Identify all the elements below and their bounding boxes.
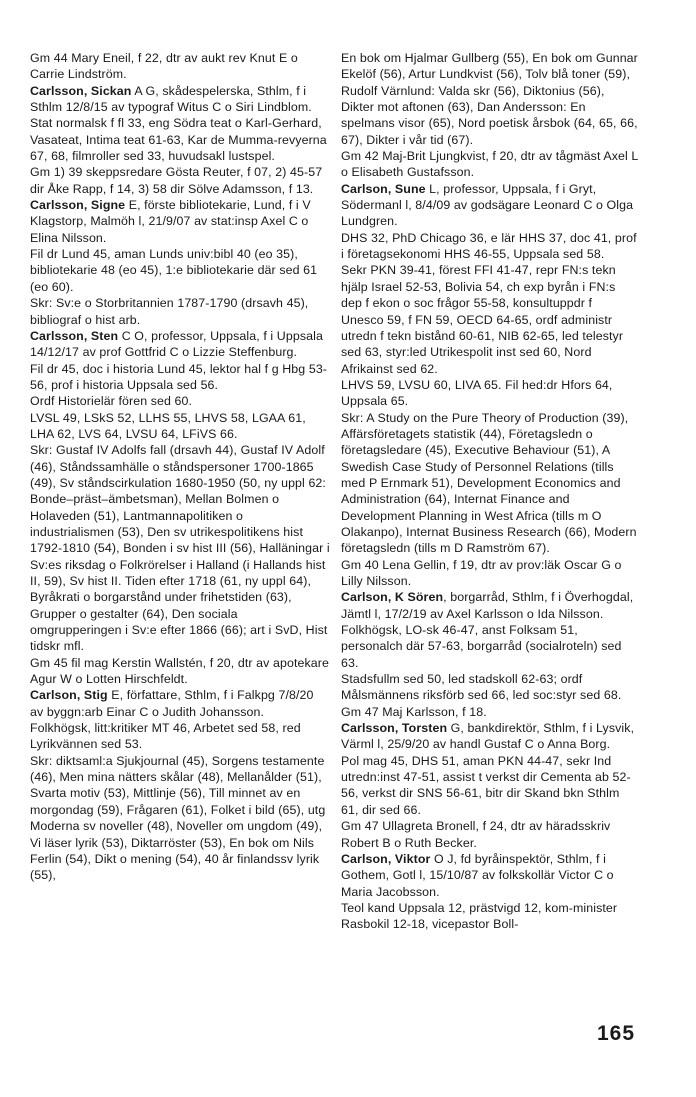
entry-text: Fil dr Lund 45, aman Lunds univ:bibl 40 (eo 35), bibliotekarie 48 (eo 45), 1:e bibliotekarie där sed 61 (eo 60). xyxy=(30,247,318,294)
entry xyxy=(30,115,330,164)
entry xyxy=(30,164,330,197)
entry-text: L, professor, Uppsala, f i Gryt, Södermanl l, 8/4/09 av godsägare Leonard C o Olga Lundgren. xyxy=(341,181,634,229)
entry-text: G, bankdirektör, Sthlm, f i Lysvik, Värml l, 25/9/20 av handl Gustaf C o Anna Borg. xyxy=(341,721,635,752)
entry xyxy=(341,50,638,148)
entry-text: Skr: Sv:e o Storbritannien 1787-1790 (drsavh 45), bibliograf o hist arb. xyxy=(30,296,309,327)
entry xyxy=(30,328,330,361)
entry xyxy=(341,377,638,410)
entry xyxy=(341,720,638,753)
entry-text: DHS 32, PhD Chicago 36, e lär HHS 37, doc 41, prof i företagsekonomi HHS 46-55, Uppsala sed 58. xyxy=(341,230,637,262)
entry xyxy=(341,671,638,704)
entry-text: C O, professor, Uppsala, f i Uppsala 14/12/17 av prof Gottfrid C o Lizzie Steffenburg. xyxy=(30,328,323,360)
entry xyxy=(30,442,330,654)
entry xyxy=(30,393,330,409)
entry xyxy=(341,557,638,590)
entry-text: Gm 44 Mary Eneil, f 22, dtr av aukt rev Knut E o Carrie Lindström. xyxy=(30,51,298,82)
entry-text: Teol kand Uppsala 12, prästvigd 12, kom-minister Rasbokil 12-18, vicepastor Boll- xyxy=(341,900,618,932)
entry-text: Gm 40 Lena Gellin, f 19, dtr av prov:läk Oscar G o Lilly Nilsson. xyxy=(341,557,622,588)
entry-text: Sekr PKN 39-41, förest FFI 41-47, repr FN:s tekn hjälp Israel 52-53, Bolivia 54, ch exp byrån i FN:s dep f ekon o soc frågor 55-58, konsultuppdr f Unesco 59, f FN 59, OECD 64-65, ordf administr utredn f tekn bistånd 60-61, NIB 62-65, led telestyr sed 63, styr:led Utrikespolit inst sed 60, Nord Afrikainst sed 62. xyxy=(341,263,624,376)
entry xyxy=(30,410,330,443)
entry xyxy=(30,50,330,83)
entry-text: Gm 1) 39 skeppsredare Gösta Reuter, f 07, 2) 45-57 dir Åke Rapp, f 14, 3) 58 dir Sölve Adamsson, f 13. xyxy=(30,165,323,196)
entry-text: LHVS 59, LVSU 60, LIVA 65. Fil hed:dr Hfors 64, Uppsala 65. xyxy=(341,377,613,409)
entry-head: Carlson, K Sören xyxy=(341,590,444,605)
entry-head: Carlsson, Sickan xyxy=(30,83,132,98)
entry xyxy=(341,622,638,671)
entry xyxy=(341,704,638,720)
entry xyxy=(341,148,638,181)
entry-text: E, förste bibliotekarie, Lund, f i V Klagstorp, Malmöh l, 21/9/07 av stat:insp Axel C o Elina Nilsson. xyxy=(30,198,311,245)
entry xyxy=(341,851,638,900)
entry xyxy=(30,655,330,688)
entry-text: Ordf Historielär fören sed 60. xyxy=(30,394,193,409)
entry xyxy=(341,900,638,933)
page-number: 165 xyxy=(597,1022,636,1045)
entry xyxy=(341,818,638,851)
entry xyxy=(341,589,638,622)
entry xyxy=(30,246,330,295)
entry-text: LVSL 49, LSkS 52, LLHS 55, LHVS 58, LGAA 61, LHA 62, LVS 64, LVSU 64, LFiVS 66. xyxy=(30,410,306,441)
entry xyxy=(341,262,638,376)
entry-text: Gm 47 Ullagreta Bronell, f 24, dtr av häradsskriv Robert B o Ruth Becker. xyxy=(341,819,611,850)
entry-text: E, författare, Sthlm, f i Falkpg 7/8/20 av byggn:arb Einar C o Judith Johansson. xyxy=(30,688,314,719)
entry-text: Fil dr 45, doc i historia Lund 45, lektor hal f g Hbg 53-56, prof i historia Uppsala sed 56. xyxy=(30,361,328,392)
entry-head: Carlson, Viktor xyxy=(341,851,431,866)
entry-text: Stat normalsk f fl 33, eng Södra teat o Karl-Gerhard, Vasateat, Intima teat 61-63, Kar de Mumma-revyerna 67, 68, filmroller sed 33, huvudsakl lustspel. xyxy=(30,116,327,164)
entry-text: A G, skådespelerska, Sthlm, f i Sthlm 12/8/15 av typograf Witus C o Siri Lindblom. xyxy=(30,83,312,115)
entry-text: O J, fd byråinspektör, Sthlm, f i Gothem, Gotl l, 15/10/87 av folkskollär Victor C o Maria Jacobsson. xyxy=(341,851,614,899)
entry xyxy=(341,410,638,557)
entry xyxy=(341,230,638,263)
entry-text: En bok om Hjalmar Gullberg (55), En bok om Gunnar Ekelöf (56), Artur Lundkvist (56), Tolv blå toner (59), Rudolf Värnlund: Valda skr (56), Diktonius (56), Dikter mot aftonen (63), Dan Andersson: En spelmans visor (65), Nord poetisk årsbok (64, 65, 66, 67), Dikter i vår tid (67). xyxy=(341,51,638,147)
entry-text: Gm 45 fil mag Kerstin Wallstén, f 20, dtr av apotekare Agur W o Lotten Hirschfeldt. xyxy=(30,655,329,687)
entry xyxy=(341,753,638,818)
entry-text: Folkhögsk, litt:kritiker MT 46, Arbetet sed 58, red Lyrikvännen sed 53. xyxy=(30,721,301,752)
entry-text: Stadsfullm sed 50, led stadskoll 62-63; ordf Målsmännens riksförb sed 66, led soc:styr sed 68. xyxy=(341,672,622,703)
entry xyxy=(30,197,330,246)
entry-head: Carlsson, Torsten xyxy=(341,721,448,736)
entry-head: Carlson, Stig xyxy=(30,688,108,703)
right-column xyxy=(341,50,638,933)
entry-text: Folkhögsk, LO-sk 46-47, anst Folksam 51, personalch där 57-63, borgarråd (socialroteln) sed 63. xyxy=(341,623,622,670)
entry-text: Skr: Gustaf IV Adolfs fall (drsavh 44), Gustaf IV Adolf (46), Ståndssamhälle o ståndspersoner 1700-1865 (49), Sv ståndscirkulation 1680-1950 (50, ny uppl 62: Bonde–präst–ämbetsman), Mellan Bolmen o Holaveden (51), Lantmannapolitiken o industrialismen (53), Den sv utrikespolitikens hist 1792-1810 (54), Bonden i sv hist III (56), Halläningar i Sv:es riksdag o Folkrörelser i Halland (i Hallands hist II, 59), Sv hist II. Tiden efter 1718 (61, ny uppl 64), Byråkrati o borgarstånd under frihetstiden (63), Grupper o gestalter (64), Den sociala omgrupperingen i Sv:e efter 1866 (66); art i SvD, Hist tidskr mfl. xyxy=(30,443,330,654)
entry xyxy=(341,181,638,230)
entry-text: Gm 42 Maj-Brit Ljungkvist, f 20, dtr av tågmäst Axel L o Elisabeth Gustafsson. xyxy=(341,149,638,180)
entry xyxy=(30,295,330,328)
entry xyxy=(30,83,330,116)
entry-head: Carlson, Sune xyxy=(341,181,426,196)
entry-text: , borgarråd, Sthlm, f i Överhogdal, Jämtl l, 17/2/19 av Axel Karlsson o Ida Nilsson. xyxy=(341,590,634,621)
left-column xyxy=(30,50,330,884)
entry-head: Carlsson, Sten xyxy=(30,328,119,343)
entry xyxy=(30,361,330,394)
entry-text: Skr: A Study on the Pure Theory of Production (39), Affärsföretagets statistik (44), Företagsledn o företagsledare (45), Executive Behaviour (51), A Swedish Case Study of Personnel Relations (tills med P Ernmark 51), Development Economics and Administration (64), Internat Finance and Development Planning in West Africa (tills m O Olakanpo), Internat Business Research (66), Modern företagsledn (tills m D Ramström 67). xyxy=(341,410,637,556)
entry xyxy=(30,687,330,720)
entry-text: Pol mag 45, DHS 51, aman PKN 44-47, sekr Ind utredn:inst 47-51, assist t verkst dir Cementa ab 52-56, verkst dir SNS 56-61, bitr dir Skand bkn Sthlm 61, dir sed 66. xyxy=(341,753,631,817)
entry-head: Carlsson, Signe xyxy=(30,198,126,213)
entry xyxy=(30,720,330,753)
entry xyxy=(30,753,330,884)
entry-text: Skr: diktsaml:a Sjukjournal (45), Sorgens testamente (46), Men mina nätters skålar (48), Mellanålder (51), Svarta motiv (53), Mittlinje (56), Till minnet av en morgondag (59), Frågaren (61), Folket i bild (65), utg Moderna sv noveller (48), Noveller om ungdom (49), Vi läser lyrik (53), Diktarröster (53), En bok om Nils Ferlin (54), Dikt o mening (54), 40 år finlandssv lyrik (55), xyxy=(30,753,326,883)
entry-text: Gm 47 Maj Karlsson, f 18. xyxy=(341,704,487,719)
